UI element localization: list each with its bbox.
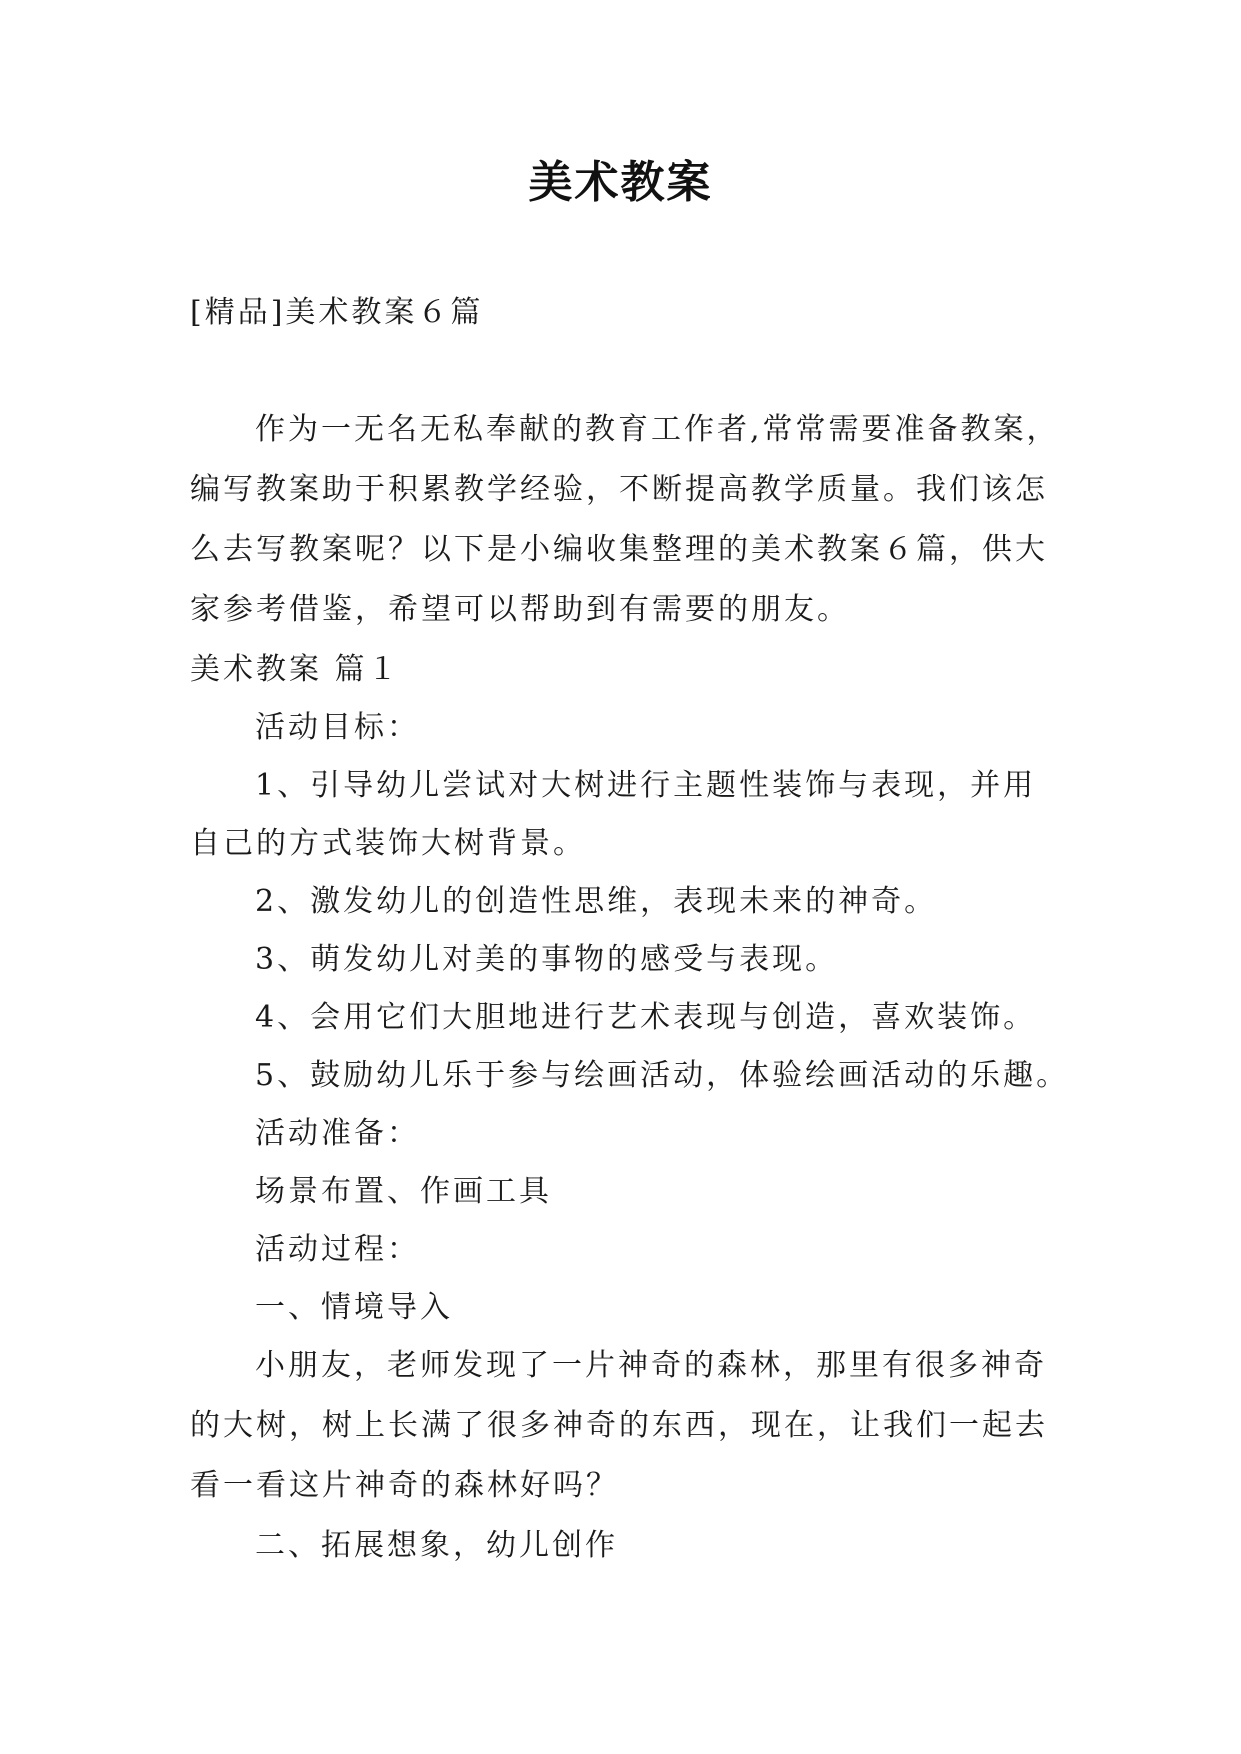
paragraph-line: 小朋友，老师发现了一片神奇的森林，那里有很多神奇 xyxy=(255,1348,1047,1383)
document-subtitle: [精品]美术教案６篇 xyxy=(190,295,484,330)
paragraph-line: 活动目标： xyxy=(255,710,420,745)
paragraph-line: 自己的方式装饰大树背景。 xyxy=(190,826,586,861)
paragraph-line: 编写教案助于积累教学经验，不断提高教学质量。我们该怎 xyxy=(190,472,1048,507)
paragraph-line: 4、会用它们大胆地进行艺术表现与创造，喜欢装饰。 xyxy=(255,1000,1037,1035)
paragraph-line: 场景布置、作画工具 xyxy=(255,1174,552,1209)
paragraph-line: 1、引导幼儿尝试对大树进行主题性装饰与表现，并用 xyxy=(255,768,1037,803)
paragraph-line: 的大树，树上长满了很多神奇的东西，现在，让我们一起去 xyxy=(190,1408,1048,1443)
paragraph-line: 5、鼓励幼儿乐于参与绘画活动，体验绘画活动的乐趣。 xyxy=(255,1058,1070,1093)
paragraph-line: 一、情境导入 xyxy=(255,1290,453,1325)
paragraph-line: 2、激发幼儿的创造性思维，表现未来的神奇。 xyxy=(255,884,938,919)
paragraph-line: 3、萌发幼儿对美的事物的感受与表现。 xyxy=(255,942,839,977)
section-heading: 美术教案 篇１ xyxy=(190,652,401,687)
paragraph-line: 二、拓展想象，幼儿创作 xyxy=(255,1528,618,1563)
document-title: 美术教案 xyxy=(528,157,713,208)
paragraph-line: 么去写教案呢？以下是小编收集整理的美术教案６篇，供大 xyxy=(190,532,1048,567)
paragraph-line: 活动过程： xyxy=(255,1232,420,1267)
paragraph-line: 家参考借鉴，希望可以帮助到有需要的朋友。 xyxy=(190,592,850,627)
paragraph-line: 活动准备： xyxy=(255,1116,420,1151)
paragraph-line: 作为一无名无私奉献的教育工作者,常常需要准备教案， xyxy=(255,412,1060,447)
paragraph-line: 看一看这片神奇的森林好吗？ xyxy=(190,1468,619,1503)
